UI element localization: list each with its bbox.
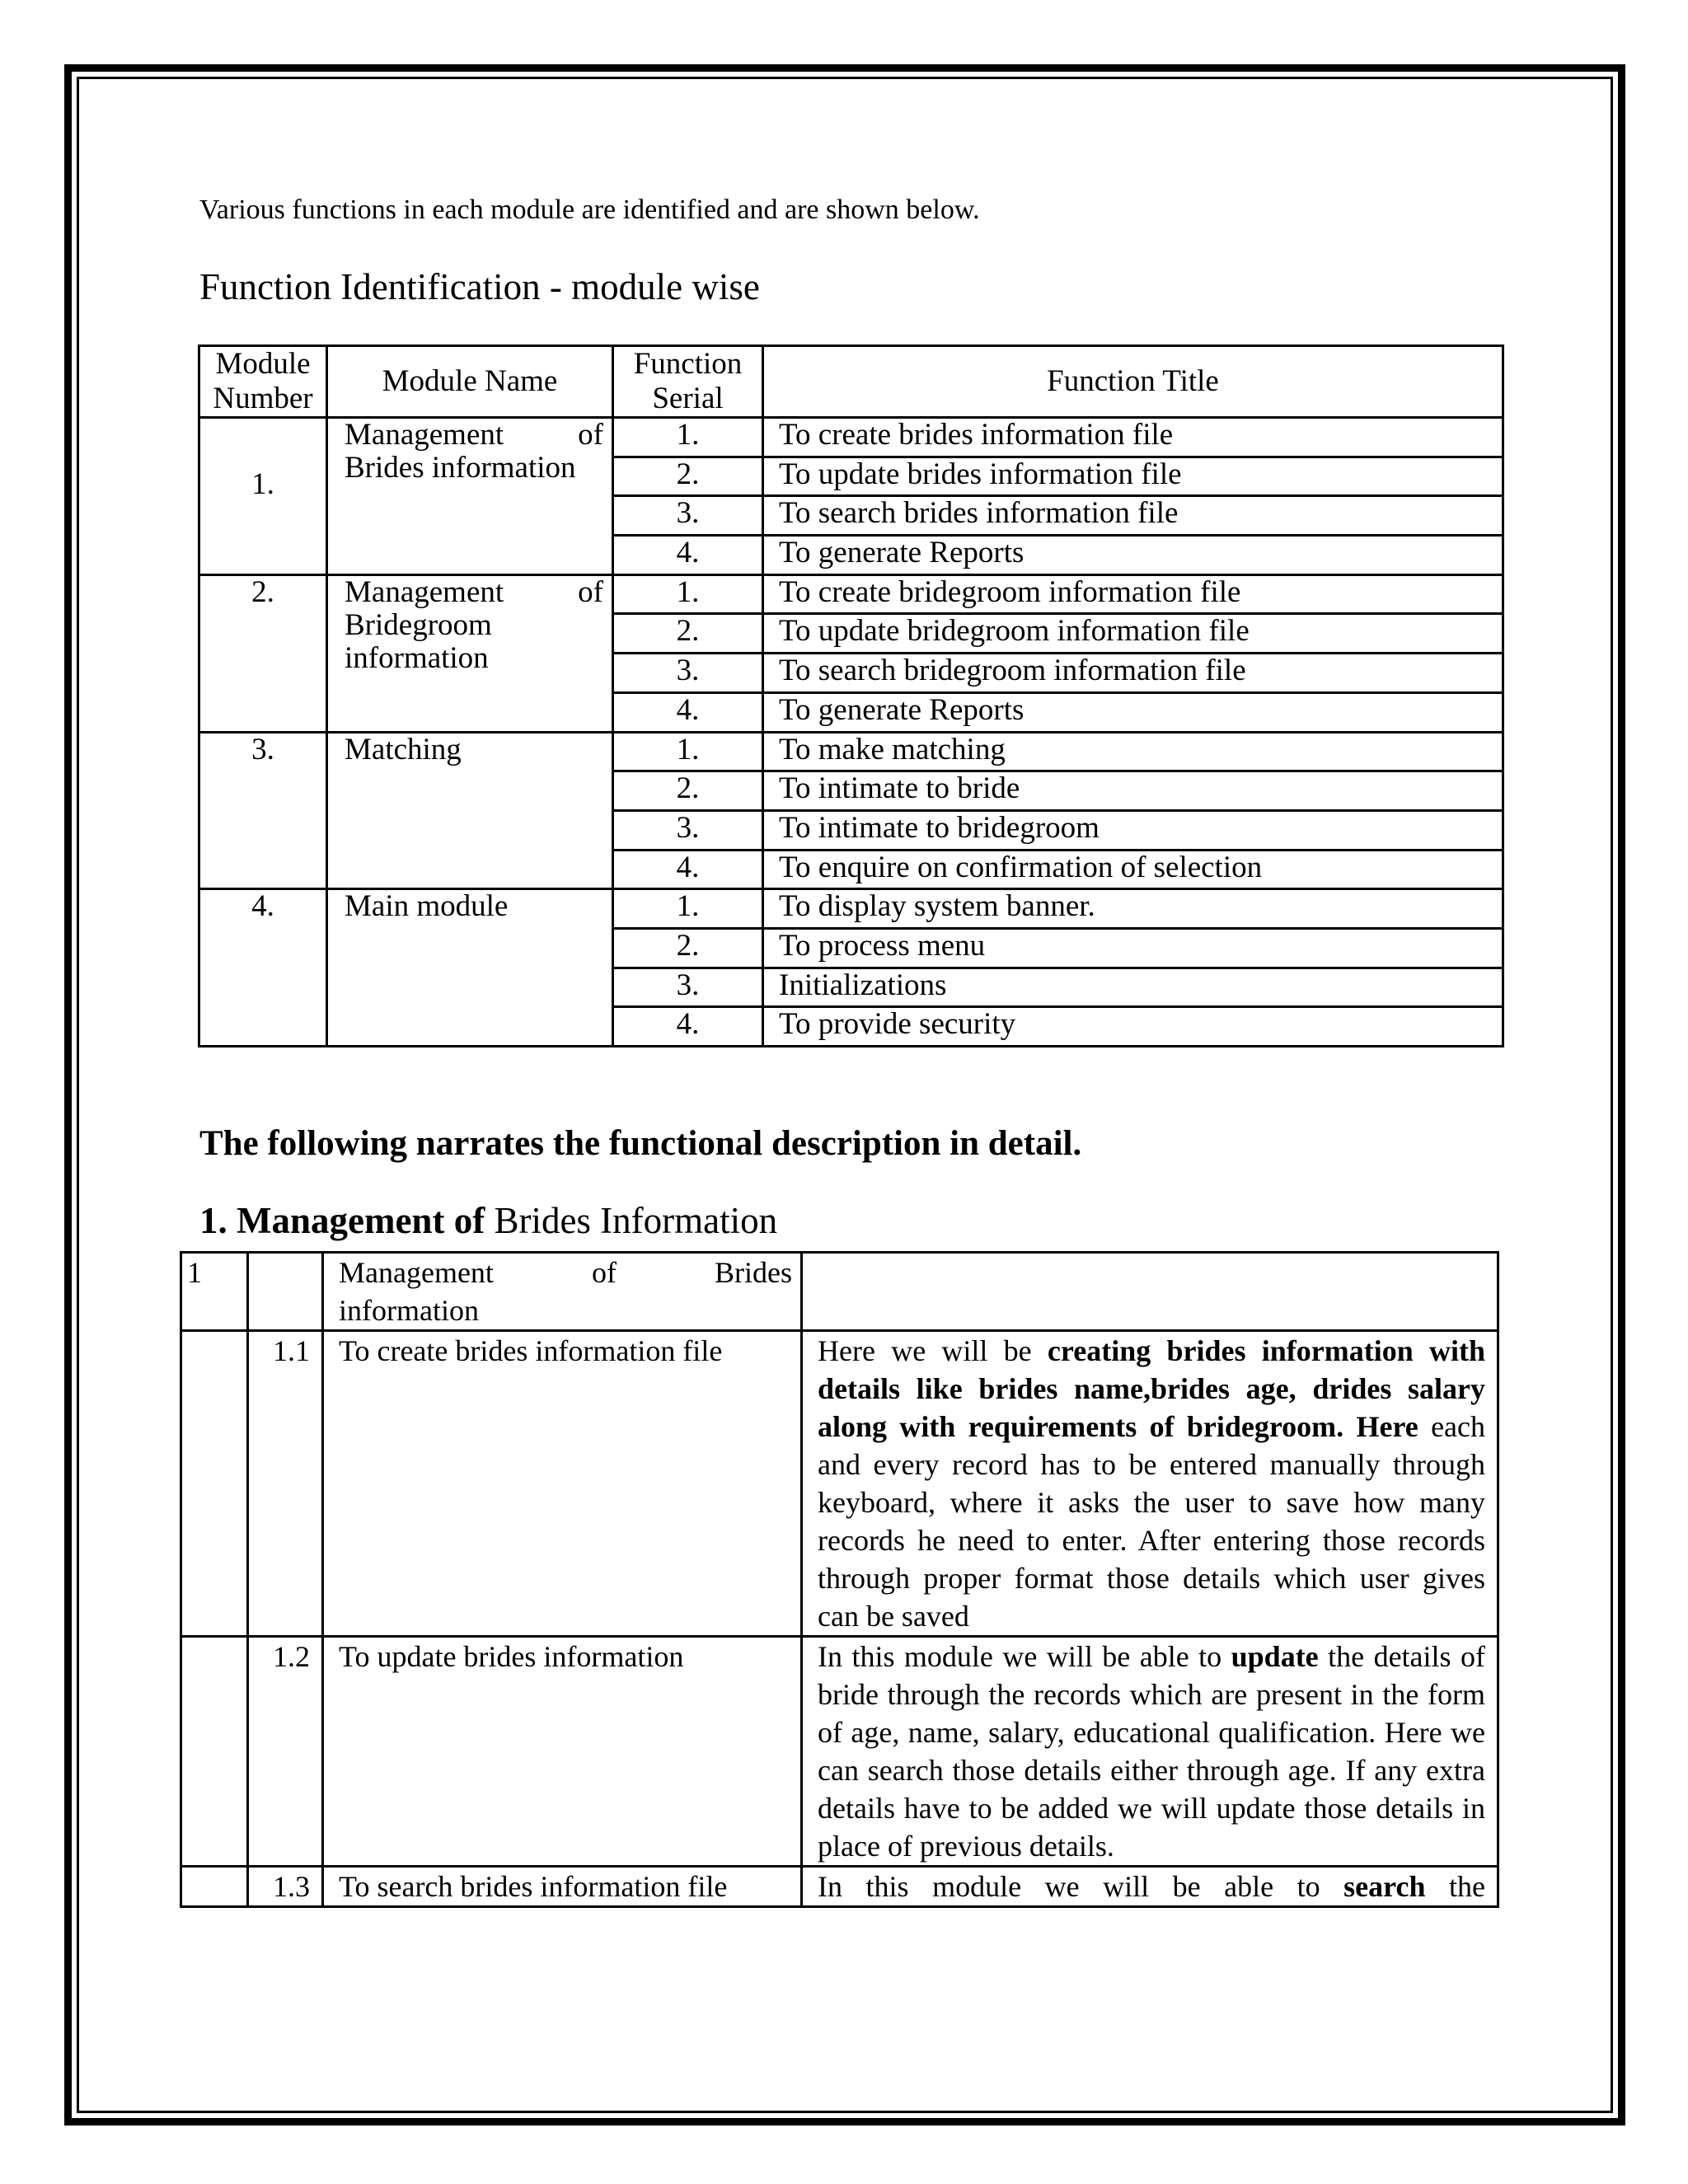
function-title: To search bridegroom information file [763, 654, 1503, 693]
function-serial: 4. [613, 850, 763, 889]
function-title: To generate Reports [763, 536, 1503, 575]
detail-table [180, 1251, 1499, 1908]
function-title: To update brides information file [763, 457, 1503, 496]
module-name: Management of Brides information [327, 418, 613, 575]
function-title: To intimate to bride [763, 771, 1503, 811]
function-serial: 1. [613, 418, 763, 457]
module1-heading-bold: 1. Management of [199, 1200, 485, 1241]
function-title: To process menu [763, 928, 1503, 968]
detail-description: Here we will be creating brides information with details like brides name,brides age, drides salary along with requirements of bridegroom. Here each and every record has to be entered manually through keyboard, where it asks the user to save how many records he need to enter. After entering those records through proper format those details which user gives can be saved [802, 1331, 1498, 1637]
function-title: To create bridegroom information file [763, 574, 1503, 614]
table-row [181, 1331, 1498, 1637]
function-serial: 2. [613, 928, 763, 968]
header-module-name: Module Name [327, 346, 613, 418]
table-row [199, 418, 1503, 457]
table-row [181, 1253, 1498, 1331]
function-title: To generate Reports [763, 692, 1503, 732]
detail-description-empty [802, 1253, 1498, 1331]
detail-title: To create brides information file [323, 1331, 802, 1637]
module-name: Management of Bridegroom information [327, 574, 613, 732]
function-serial: 3. [613, 810, 763, 850]
detail-serial: 1.2 [248, 1637, 323, 1867]
function-serial: 4. [613, 536, 763, 575]
header-module-number: Module Number [199, 346, 327, 418]
function-title: To make matching [763, 732, 1503, 771]
table-row [181, 1867, 1498, 1907]
module1-heading [199, 1199, 777, 1242]
detail-serial: 1.1 [248, 1331, 323, 1637]
detail-serial: 1.3 [248, 1867, 323, 1907]
detail-heading: The following narrates the functional description in detail. [199, 1124, 1082, 1163]
function-serial: 2. [613, 771, 763, 811]
function-identification-table [198, 344, 1504, 1047]
module-number: 2. [199, 574, 327, 732]
function-serial: 3. [613, 654, 763, 693]
detail-description: In this module we will be able to search the [802, 1867, 1498, 1907]
function-title: To enquire on confirmation of selection [763, 850, 1503, 889]
section-title: Function Identification - module wise [199, 266, 760, 307]
function-title: To create brides information file [763, 418, 1503, 457]
module-number: 3. [199, 732, 327, 889]
function-title: To search brides information file [763, 496, 1503, 536]
table-row [181, 1637, 1498, 1867]
table-header-row [199, 346, 1503, 418]
function-serial: 3. [613, 496, 763, 536]
function-title: To display system banner. [763, 889, 1503, 929]
function-serial: 3. [613, 968, 763, 1007]
function-title: To provide security [763, 1007, 1503, 1047]
module-name: Main module [327, 889, 613, 1047]
module1-heading-normal: Brides Information [494, 1200, 778, 1241]
module-number: 4. [199, 889, 327, 1047]
detail-serial-empty [248, 1253, 323, 1331]
function-title: To update bridegroom information file [763, 614, 1503, 654]
function-serial: 1. [613, 732, 763, 771]
detail-title: To search brides information file [323, 1867, 802, 1907]
function-title: Initializations [763, 968, 1503, 1007]
header-function-serial: Function Serial [613, 346, 763, 418]
function-serial: 2. [613, 614, 763, 654]
function-serial: 1. [613, 574, 763, 614]
detail-module-title: Management of Brides information [323, 1253, 802, 1331]
function-title: To intimate to bridegroom [763, 810, 1503, 850]
function-serial: 2. [613, 457, 763, 496]
table-row [199, 889, 1503, 929]
function-serial: 4. [613, 692, 763, 732]
module-number: 1. [199, 418, 327, 575]
module-name: Matching [327, 732, 613, 889]
intro-text: Various functions in each module are identified and are shown below. [199, 194, 980, 225]
header-function-title: Function Title [763, 346, 1503, 418]
table-row [199, 732, 1503, 771]
table-row [199, 574, 1503, 614]
detail-title: To update brides information [323, 1637, 802, 1867]
detail-number: 1 [181, 1253, 248, 1331]
detail-description: In this module we will be able to update the details of bride through the records which are present in the form of age, name, salary, educational qualification. Here we can search those details either through age. If any extra details have to be added we will update those details in place of previous details. [802, 1637, 1498, 1867]
function-serial: 1. [613, 889, 763, 929]
function-serial: 4. [613, 1007, 763, 1047]
